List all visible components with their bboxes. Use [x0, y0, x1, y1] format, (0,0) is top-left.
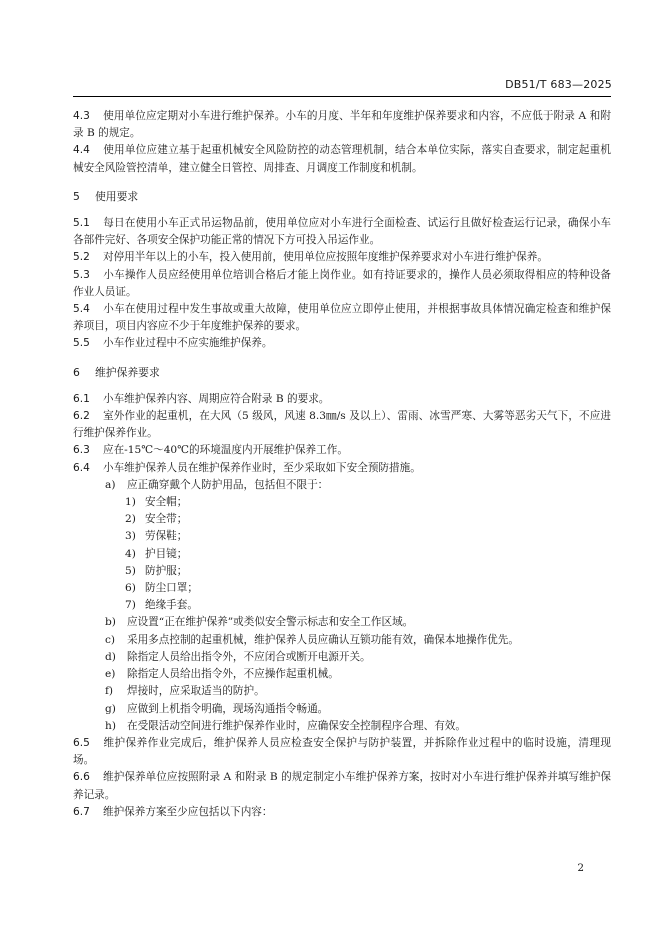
block-text: 采用多点控制的起重机械，维护保养人员应确认互锁功能有效，确保本地操作优先。 — [127, 633, 519, 646]
clause-number: 4.4 — [73, 144, 90, 157]
block-text: 应设置“正在维护保养”或类似安全警示标志和安全工作区域。 — [127, 616, 414, 629]
sub-list-item — [73, 494, 611, 511]
sub-list-marker: 6) — [125, 582, 136, 595]
document-code: DB51/T 683—2025 — [505, 78, 612, 91]
block-text: 使用单位应建立基于起重机械安全风险防控的动态管理机制，结合本单位实际，落实自查要求，制定起重机械安全风险管控清单，建立健全日管控、周排查、月调度工作制度和机制。 — [73, 144, 611, 174]
clause-number: 6.4 — [73, 461, 90, 474]
section-number: 5 — [73, 189, 80, 203]
list-item — [73, 666, 611, 683]
list-item — [73, 477, 611, 494]
list-marker: b) — [105, 616, 116, 629]
block-text: 在受限活动空间进行维护保养作业时，应确保安全控制程序合理、有效。 — [127, 719, 466, 732]
block-text: 安全带； — [145, 513, 188, 526]
clause-paragraph — [73, 301, 611, 335]
clause-number: 6.7 — [73, 805, 90, 818]
list-item — [73, 701, 611, 718]
block-text: 小车维护保养内容、周期应符合附录 B 的要求。 — [103, 392, 330, 405]
block-text: 小车在使用过程中发生事故或重大故障，使用单位应立即停止使用，并根据事故具体情况确定检查和维护保养项目，项目内容应不少于年度维护保养的要求。 — [73, 303, 611, 333]
clause-number: 6.2 — [73, 410, 90, 423]
sub-list-marker: 5) — [125, 564, 136, 577]
sub-list-marker: 1) — [125, 496, 136, 509]
list-marker: e) — [105, 668, 116, 681]
sub-list-marker: 4) — [125, 547, 136, 560]
list-marker: d) — [105, 650, 116, 663]
block-text: 劳保鞋； — [145, 530, 188, 543]
list-item — [73, 683, 611, 700]
clause-paragraph — [73, 391, 611, 408]
clause-paragraph — [73, 108, 611, 142]
list-item — [73, 718, 611, 735]
block-text: 除指定人员给出指令外，不应闭合或断开电源开关。 — [127, 650, 371, 663]
section-heading — [73, 364, 611, 381]
clause-number: 5.2 — [73, 251, 90, 264]
clause-number: 5.1 — [73, 217, 90, 230]
clause-number: 4.3 — [73, 110, 90, 122]
list-marker: f) — [105, 685, 114, 698]
header-rule — [73, 96, 611, 97]
sub-list-item — [73, 597, 611, 614]
list-marker: g) — [105, 702, 116, 715]
clause-paragraph — [73, 769, 611, 803]
block-text: 小车作业过程中不应实施维护保养。 — [103, 337, 273, 350]
clause-paragraph — [73, 335, 611, 352]
block-text: 应做到上机指令明确，现场沟通指令畅通。 — [127, 702, 329, 715]
clause-paragraph — [73, 460, 611, 477]
block-text: 使用单位应定期对小车进行维护保养。小车的月度、半年和年度维护保养要求和内容，不应低于附录 A 和附录 B 的规定。 — [73, 110, 611, 140]
clause-paragraph — [73, 442, 611, 459]
sub-list-item — [73, 563, 611, 580]
block-text: 防尘口罩； — [145, 582, 198, 595]
clause-number: 5.5 — [73, 337, 90, 350]
block-text: 维护保养作业完成后，维护保养人员应检查安全保护与防护装置，并拆除作业过程中的临时设施，清理现场。 — [73, 736, 611, 767]
block-text: 焊接时，应采取适当的防护。 — [127, 685, 265, 698]
block-text: 维护保养方案至少应包括以下内容： — [103, 805, 273, 818]
clause-paragraph — [73, 267, 611, 301]
clause-paragraph — [73, 408, 611, 442]
block-text: 防护服； — [145, 564, 188, 577]
block-text: 维护保养要求 — [95, 365, 160, 379]
clause-number: 5.3 — [73, 268, 90, 281]
block-text: 小车维护保养人员在维护保养作业时，至少采取如下安全预防措施。 — [103, 461, 421, 474]
clause-paragraph — [73, 735, 611, 769]
sub-list-item — [73, 580, 611, 597]
section-number: 6 — [73, 365, 80, 379]
block-text: 应在-15℃～40℃的环境温度内开展维护保养工作。 — [103, 444, 348, 457]
clause-paragraph — [73, 804, 611, 821]
list-marker: h) — [105, 719, 116, 732]
block-text: 每日在使用小车正式吊运物品前，使用单位应对小车进行全面检查、试运行且做好检查运行记录，确保小车各部件完好、各项安全保护功能正常的情况下方可投入吊运作业。 — [73, 217, 611, 247]
list-item — [73, 614, 611, 631]
clause-number: 6.6 — [73, 771, 90, 784]
sub-list-item — [73, 511, 611, 528]
block-text: 小车操作人员应经使用单位培训合格后才能上岗作业。如有持证要求的，操作人员必须取得相应的特种设备作业人员证。 — [73, 268, 611, 298]
list-marker: a) — [105, 478, 116, 491]
clause-number: 6.1 — [73, 392, 90, 405]
clause-number: 5.4 — [73, 303, 90, 316]
block-text: 绝缘手套。 — [145, 599, 198, 612]
clause-paragraph — [73, 215, 611, 249]
list-item — [73, 649, 611, 666]
block-text: 使用要求 — [95, 189, 139, 203]
clause-paragraph — [73, 249, 611, 266]
block-text: 安全帽； — [145, 496, 188, 509]
sub-list-item — [73, 528, 611, 545]
block-text: 维护保养单位应按照附录 A 和附录 B 的规定制定小车维护保养方案，按时对小车进行维护保养并填写维护保养记录。 — [73, 771, 611, 801]
block-text: 应正确穿戴个人防护用品，包括但不限于： — [127, 478, 329, 491]
block-text: 护目镜； — [145, 547, 188, 560]
list-marker: c) — [105, 633, 116, 646]
list-item — [73, 632, 611, 649]
sub-list-marker: 7) — [125, 599, 136, 612]
document-body — [73, 108, 611, 821]
block-text: 室外作业的起重机，在大风（5 级风，风速 8.3㎜/s 及以上）、雷雨、冰雪严寒、大雾等恶劣天气下，不应进行维护保养作业。 — [73, 410, 611, 440]
page-number: 2 — [577, 862, 584, 874]
clause-paragraph — [73, 142, 611, 176]
block-text: 除指定人员给出指令外，不应操作起重机械。 — [127, 668, 339, 681]
sub-list-marker: 2) — [125, 513, 136, 526]
sub-list-item — [73, 546, 611, 563]
clause-number: 6.5 — [73, 736, 90, 749]
block-text: 对停用半年以上的小车，投入使用前，使用单位应按照年度维护保养要求对小车进行维护保养。 — [103, 251, 548, 264]
sub-list-marker: 3) — [125, 530, 136, 543]
clause-number: 6.3 — [73, 444, 90, 457]
section-heading — [73, 188, 611, 205]
